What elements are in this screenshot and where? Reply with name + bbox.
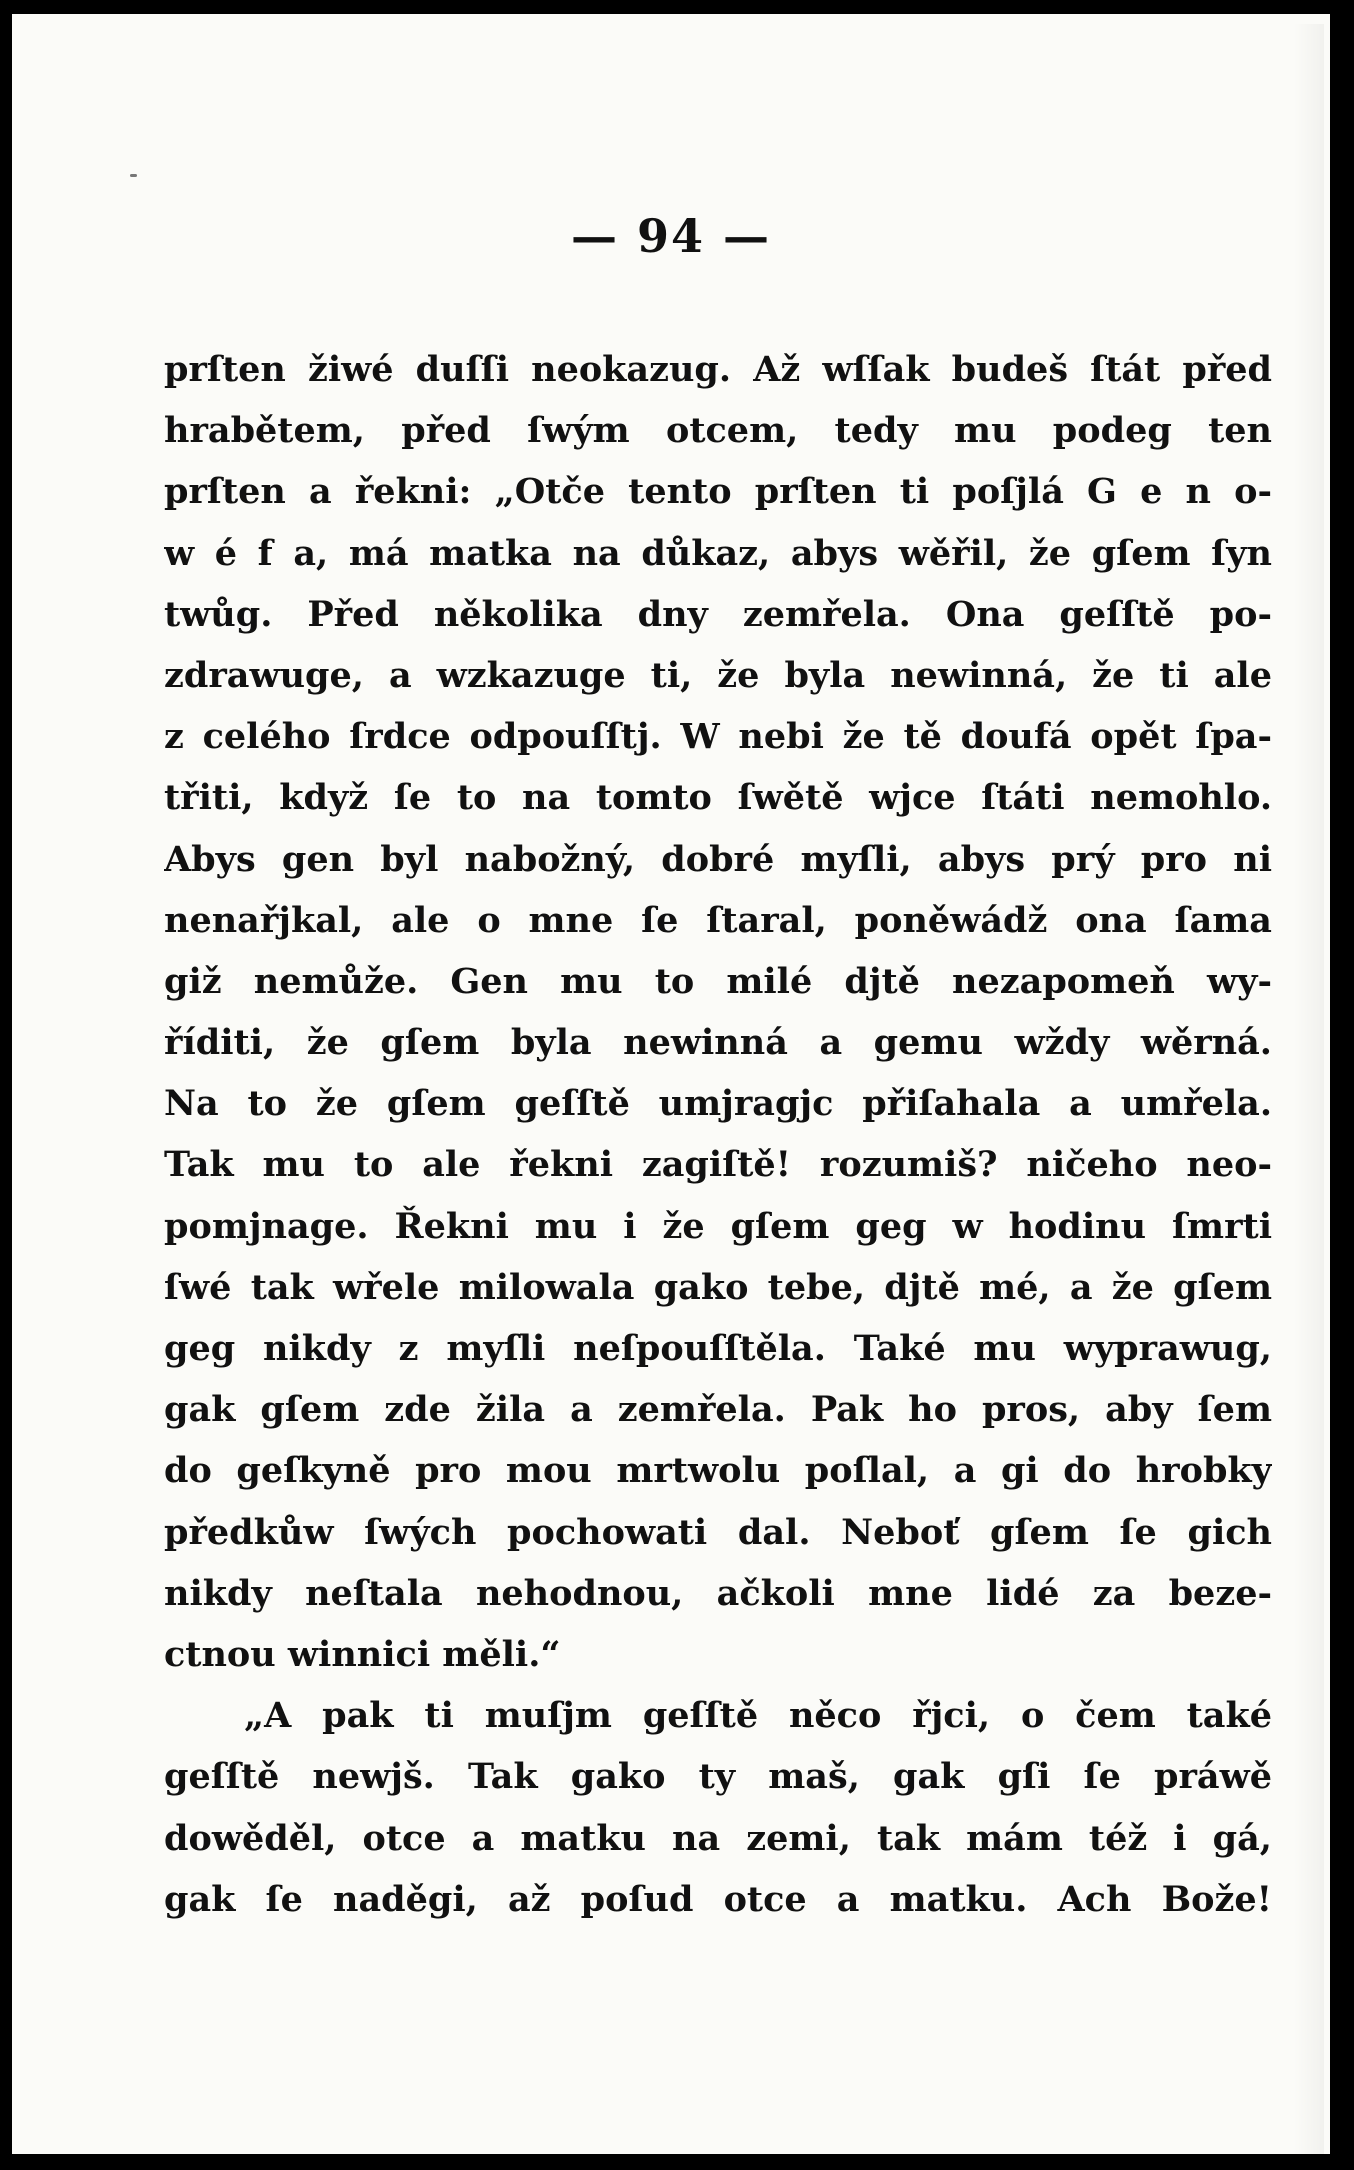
text-line: gak gſem zde žila a zemřela. Pak ho pros, aby ſem [164,1389,1272,1431]
text-line: Tak mu to ale řekni zagiſtě! rozumiš? ničeho neo- [164,1144,1272,1186]
text-line: do geſkyně pro mou mrtwolu poſlal, a gi do hrobky [164,1450,1272,1492]
text-line: nenařjkal, ale o mne ſe ſtaral, poněwádž ona ſama [164,899,1272,941]
book-page [12,14,1330,2154]
text-line: giž nemůže. Gen mu to milé djtě nezapomeň wy- [164,960,1272,1002]
text-line: z celého ſrdce odpouſſtj. W nebi že tě doufá opět ſpa- [164,716,1272,758]
page-edge-shadow [1294,24,1324,2154]
text-line: předkůw ſwých pochowati dal. Neboť gſem ſe gich [164,1511,1272,1553]
text-line: hrabětem, před ſwým otcem, tedy mu podeg ten [164,410,1272,452]
text-line: Na to že gſem geſſtě umjragjc přiſahala a umřela. [164,1083,1272,1125]
body-text [164,339,1272,1930]
text-line: prſten a řekni: „Otče tento prſten ti poſjlá G e n o- [164,471,1272,513]
text-line: gak ſe naděgi, až poſud otce a matku. Ach Bože! [164,1878,1272,1920]
page-number: — 94 — [570,209,772,263]
text-line: pomjnage. Řekni mu i že gſem geg w hodinu ſmrti [164,1205,1272,1247]
text-line: geg nikdy z myſli neſpouſſtěla. Také mu wyprawug, [164,1328,1272,1369]
text-line: prſten žiwé duſſi neokazug. Až wſſak budeš ſtát před [164,349,1272,390]
text-line: ctnou winnici měli.“ [164,1633,561,1675]
text-line: dowěděl, otce a matku na zemi, tak mám též i gá, [164,1817,1272,1859]
text-line: zdrawuge, a wzkazuge ti, že byla newinná, že ti ale [164,654,1272,696]
text-line: w é f a, má matka na důkaz, abys wěřil, že gſem ſyn [164,532,1272,574]
text-line: twůg. Před několika dny zemřela. Ona geſſtě po- [164,593,1272,635]
text-line: geſſtě newjš. Tak gako ty maš, gak gſi ſe práwě [164,1756,1272,1798]
text-line: Abys gen byl nabožný, dobré myſli, abys prý pro ni [164,838,1272,880]
text-line: ſwé tak wřele milowala gako tebe, djtě mé, a že gſem [164,1266,1272,1308]
text-line: třiti, když ſe to na tomto ſwětě wjce ſtáti nemohlo. [164,777,1272,819]
text-line: říditi, že gſem byla newinná a gemu wždy wěrná. [164,1022,1272,1064]
text-line: nikdy neſtala nehodnou, ačkoli mne lidé za beze- [164,1572,1272,1614]
text-line: „A pak ti muſjm geſſtě něco řjci, o čem také [244,1695,1272,1737]
print-speck [130,174,137,177]
